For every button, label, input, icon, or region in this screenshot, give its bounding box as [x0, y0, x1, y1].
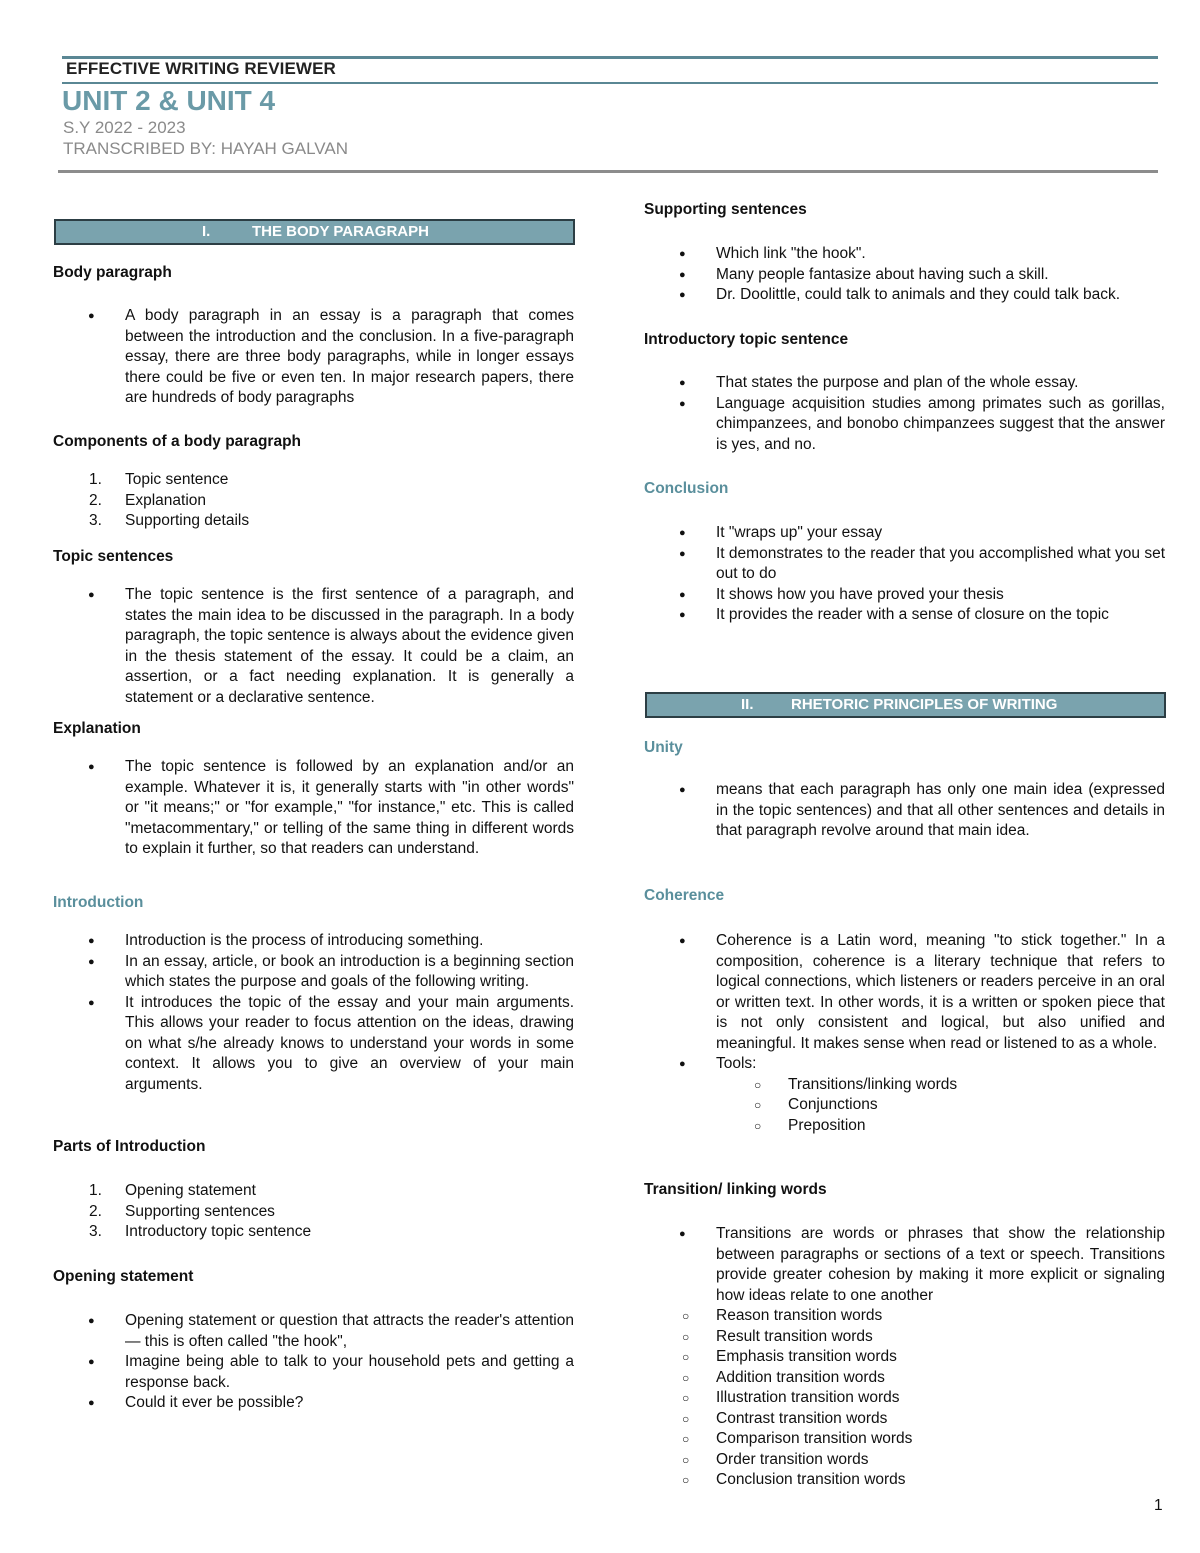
list-item: ● Language acquisition studies among primates such as gorillas, chimpanzees, and bonobo chimpanzees suggest that the answer is yes, and no.	[644, 394, 1165, 456]
list-components	[53, 470, 574, 532]
section-title: RHETORIC PRINCIPLES OF WRITING	[791, 696, 1058, 713]
transition-types-sublist	[644, 1306, 1165, 1491]
sub-item: ○ Conclusion transition words	[644, 1470, 1165, 1491]
list-item	[53, 1181, 574, 1202]
list-body-paragraph	[53, 306, 574, 409]
list-item	[53, 511, 574, 532]
list-item	[53, 1202, 574, 1223]
list-conclusion	[644, 523, 1165, 626]
list-item: ● In an essay, article, or book an introduction is a beginning section which states the purpose and goals of the following writing.	[53, 952, 574, 993]
sub-item: ○ Conjunctions	[716, 1095, 1165, 1116]
heading-components: Components of a body paragraph	[53, 433, 302, 450]
list-item	[53, 1222, 574, 1243]
heading-coherence: Coherence	[644, 887, 725, 904]
section-number: II.	[741, 696, 754, 713]
list-item	[53, 491, 574, 512]
sub-item: ○ Order transition words	[644, 1450, 1165, 1471]
list-item: ● Coherence is a Latin word, meaning "to stick together." In a composition, coherence is a literary technique that refers to logical connections, which listeners or readers perceive in an oral or written text. In other words, it is a written or spoken piece that is not only consistent and logical, but also unified and meaningful. It makes sense when read or listened to as a whole.	[644, 931, 1165, 1054]
list-item: ● It introduces the topic of the essay and your main arguments. This allows your reader to focus attention on the ideas, drawing on what s/he already knows to understand your words in some context. It allows you to give an overview of your main arguments.	[53, 993, 574, 1096]
section-banner-rhetoric-principles	[645, 692, 1166, 718]
item-text: Supporting details	[125, 512, 250, 529]
list-item: ● The topic sentence is the first sentence of a paragraph, and states the main idea to be discussed in the paragraph. In a body paragraph, the topic sentence is always about the evidence given in the thesis statement of the essay. It could be a claim, an assertion, or a fact needing explanation. It is generally a statement or a declarative sentence.	[53, 585, 574, 708]
heading-opening-statement: Opening statement	[53, 1268, 194, 1285]
list-item	[644, 1224, 1165, 1491]
list-transition-words	[644, 1224, 1165, 1491]
heading-explanation: Explanation	[53, 720, 141, 737]
list-topic-sentences	[53, 585, 574, 708]
heading-introductory-topic-sentence: Introductory topic sentence	[644, 331, 849, 348]
list-parts-of-introduction	[53, 1181, 574, 1243]
heading-supporting-sentences: Supporting sentences	[644, 201, 807, 218]
list-supporting-sentences	[644, 244, 1165, 306]
list-item	[53, 470, 574, 491]
list-opening-statement	[53, 1311, 574, 1414]
list-explanation	[53, 757, 574, 860]
sub-item: ○ Reason transition words	[644, 1306, 1165, 1327]
transcriber: TRANSCRIBED BY: HAYAH GALVAN	[63, 139, 348, 158]
section-number: I.	[202, 223, 211, 240]
unit-title: UNIT 2 & UNIT 4	[62, 85, 276, 116]
section-banner-body-paragraph	[54, 219, 575, 245]
list-item: ● It demonstrates to the reader that you accomplished what you set out to do	[644, 544, 1165, 585]
heading-introduction: Introduction	[53, 894, 144, 911]
heading-conclusion: Conclusion	[644, 480, 729, 497]
list-item: ● means that each paragraph has only one main idea (expressed in the topic sentences) and that all other sentences and details in that paragraph revolve around that main idea.	[644, 780, 1165, 842]
tools-sublist	[716, 1075, 1165, 1137]
list-item: ● A body paragraph in an essay is a paragraph that comes between the introduction and the conclusion. In a five-paragraph essay, there are three body paragraphs, while in longer essays there could be five or even ten. In major research papers, there are hundreds of body paragraphs	[53, 306, 574, 409]
sub-item: ○ Result transition words	[644, 1327, 1165, 1348]
heading-body-paragraph: Body paragraph	[53, 264, 172, 281]
item-text: Explanation	[125, 491, 207, 509]
item-text: Supporting sentences	[125, 1202, 275, 1220]
sub-item: ○ Transitions/linking words	[716, 1075, 1165, 1096]
list-item: ● Which link "the hook".	[644, 244, 1165, 265]
list-item	[644, 1054, 1165, 1136]
sub-item: ○ Preposition	[716, 1116, 1165, 1137]
list-introductory-topic-sentence	[644, 373, 1165, 455]
heading-transition-words: Transition/ linking words	[644, 1181, 827, 1198]
section-title: THE BODY PARAGRAPH	[252, 223, 429, 240]
tools-label: Tools:	[716, 1055, 757, 1072]
page-number: 1	[1154, 1497, 1163, 1514]
list-item: ● Could it ever be possible?	[53, 1393, 574, 1414]
heading-topic-sentences: Topic sentences	[53, 548, 174, 565]
list-item: ● Opening statement or question that attracts the reader's attention — this is often called "the hook",	[53, 1311, 574, 1352]
item-number: 3.	[89, 512, 102, 529]
school-year: S.Y 2022 - 2023	[63, 118, 186, 137]
heading-unity: Unity	[644, 739, 683, 756]
list-item: ● Dr. Doolittle, could talk to animals and they could talk back.	[644, 285, 1165, 306]
transition-definition: Transitions are words or phrases that show the relationship between paragraphs or sections of a text or speech. Transitions provide greater cohesion by making it more explicit or signaling how ideas relate to one another	[716, 1225, 1165, 1304]
list-introduction	[53, 931, 574, 1095]
list-item: ● Many people fantasize about having such a skill.	[644, 265, 1165, 286]
sub-item: ○ Illustration transition words	[644, 1388, 1165, 1409]
item-text: Introductory topic sentence	[125, 1223, 312, 1240]
list-item: ● It provides the reader with a sense of closure on the topic	[644, 605, 1165, 626]
item-number: 2.	[89, 1202, 102, 1220]
list-item: ● It shows how you have proved your thesis	[644, 585, 1165, 606]
sub-item: ○ Addition transition words	[644, 1368, 1165, 1389]
list-item: ● It "wraps up" your essay	[644, 523, 1165, 544]
header-rule-bottom	[58, 170, 1158, 173]
item-number: 2.	[89, 491, 102, 509]
list-item: ● Introduction is the process of introducing something.	[53, 931, 574, 952]
sub-item: ○ Comparison transition words	[644, 1429, 1165, 1450]
item-text: Topic sentence	[125, 471, 229, 488]
item-text: Opening statement	[125, 1182, 256, 1199]
sub-item: ○ Emphasis transition words	[644, 1347, 1165, 1368]
item-number: 1.	[89, 471, 102, 488]
list-item: ● The topic sentence is followed by an explanation and/or an example. Whatever it is, it generally starts with "in other words" or "it means;" or "for example," "for instance," etc. This is called "metacommentary," or telling of the same thing in different words to explain it further, so that readers can understand.	[53, 757, 574, 860]
list-coherence	[644, 931, 1165, 1136]
heading-parts-of-introduction: Parts of Introduction	[53, 1138, 206, 1155]
sub-item: ○ Contrast transition words	[644, 1409, 1165, 1430]
list-item: ● Imagine being able to talk to your household pets and getting a response back.	[53, 1352, 574, 1393]
list-item: ● That states the purpose and plan of the whole essay.	[644, 373, 1165, 394]
course-title: EFFECTIVE WRITING REVIEWER	[66, 59, 336, 78]
item-number: 3.	[89, 1223, 102, 1240]
list-unity	[644, 780, 1165, 842]
item-number: 1.	[89, 1182, 102, 1199]
